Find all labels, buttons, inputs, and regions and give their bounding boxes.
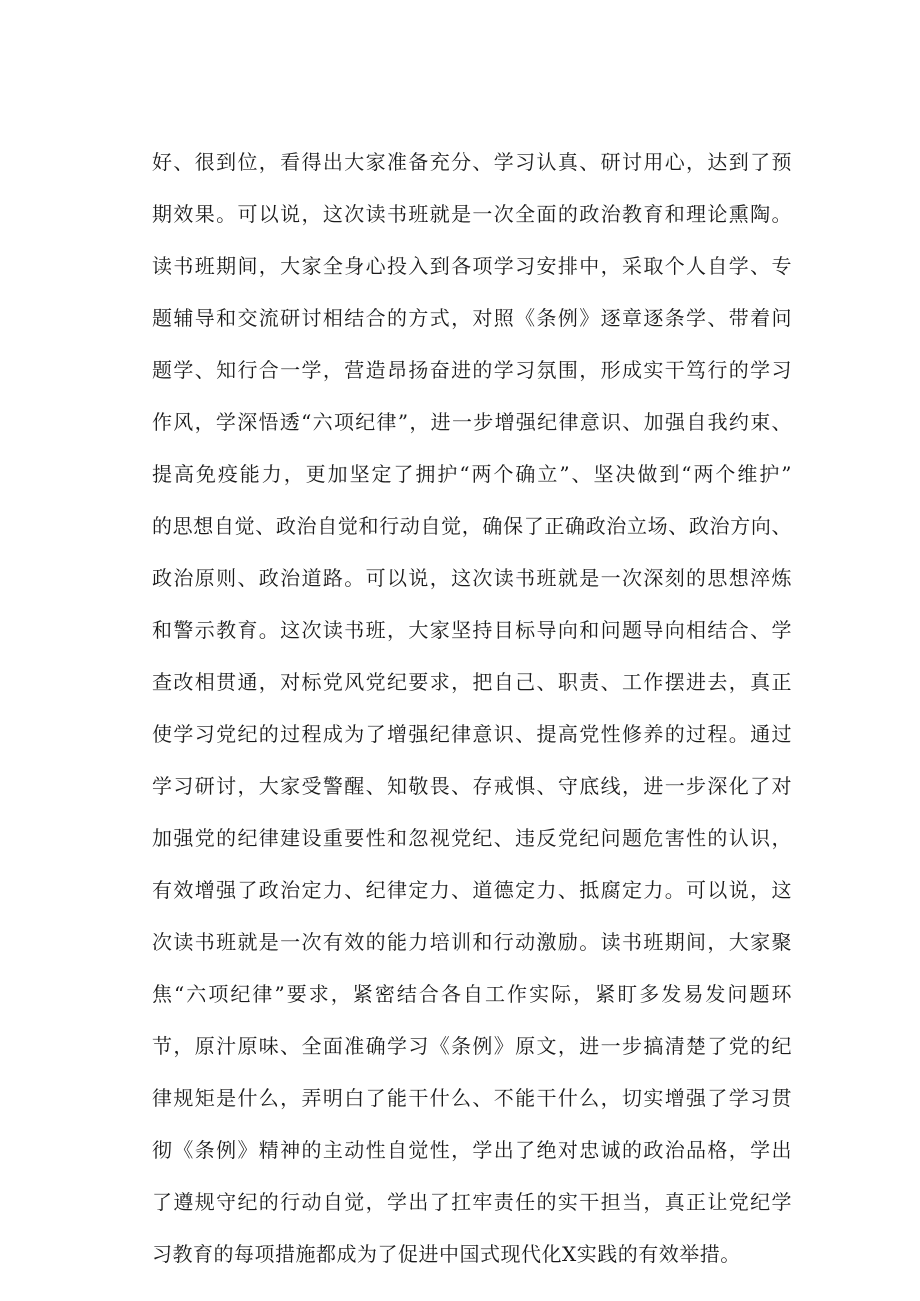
text-line: 作风，学深悟透“六项纪律”，进一步增强纪律意识、加强自我约束、: [152, 410, 792, 434]
text-line: 节，原汁原味、全面准确学习《条例》原文，进一步搞清楚了党的纪: [152, 1034, 792, 1058]
text-line: 查改相贯通，对标党风党纪要求，把自己、职责、工作摆进去，真正: [152, 670, 792, 694]
text-line: 有效增强了政治定力、纪律定力、道德定力、抵腐定力。可以说，这: [152, 878, 792, 902]
text-line: 加强党的纪律建设重要性和忽视党纪、违反党纪问题危害性的认识，: [152, 826, 792, 850]
text-line: 彻《条例》精神的主动性自觉性，学出了绝对忠诚的政治品格，学出: [152, 1138, 792, 1162]
text-line: 题辅导和交流研讨相结合的方式，对照《条例》逐章逐条学、带着问: [152, 306, 792, 330]
text-line: 学习研讨，大家受警醒、知敬畏、存戒惧、守底线，进一步深化了对: [152, 774, 792, 798]
text-line: 使学习党纪的过程成为了增强纪律意识、提高党性修养的过程。通过: [152, 722, 792, 746]
text-line: 政治原则、政治道路。可以说，这次读书班就是一次深刻的思想淬炼: [152, 566, 792, 590]
text-line: 的思想自觉、政治自觉和行动自觉，确保了正确政治立场、政治方向、: [152, 514, 792, 538]
text-line: 读书班期间，大家全身心投入到各项学习安排中，采取个人自学、专: [152, 254, 792, 278]
text-line-last: 习教育的每项措施都成为了促进中国式现代化X实践的有效举措。: [152, 1242, 741, 1266]
text-line: 律规矩是什么，弄明白了能干什么、不能干什么，切实增强了学习贯: [152, 1086, 792, 1110]
text-line: 题学、知行合一学，营造昂扬奋进的学习氛围，形成实干笃行的学习: [152, 358, 792, 382]
text-line: 了遵规守纪的行动自觉，学出了扛牢责任的实干担当，真正让党纪学: [152, 1190, 792, 1214]
body-paragraph: [152, 136, 792, 1280]
text-line: 焦“六项纪律”要求，紧密结合各自工作实际，紧盯多发易发问题环: [152, 982, 792, 1006]
text-line: 提高免疫能力，更加坚定了拥护“两个确立”、坚决做到“两个维护”: [152, 462, 792, 486]
text-line: 好、很到位，看得出大家准备充分、学习认真、研讨用心，达到了预: [152, 150, 792, 174]
text-line: 次读书班就是一次有效的能力培训和行动激励。读书班期间，大家聚: [152, 930, 792, 954]
text-line: 期效果。可以说，这次读书班就是一次全面的政治教育和理论熏陶。: [152, 202, 792, 226]
text-line: 和警示教育。这次读书班，大家坚持目标导向和问题导向相结合、学: [152, 618, 792, 642]
